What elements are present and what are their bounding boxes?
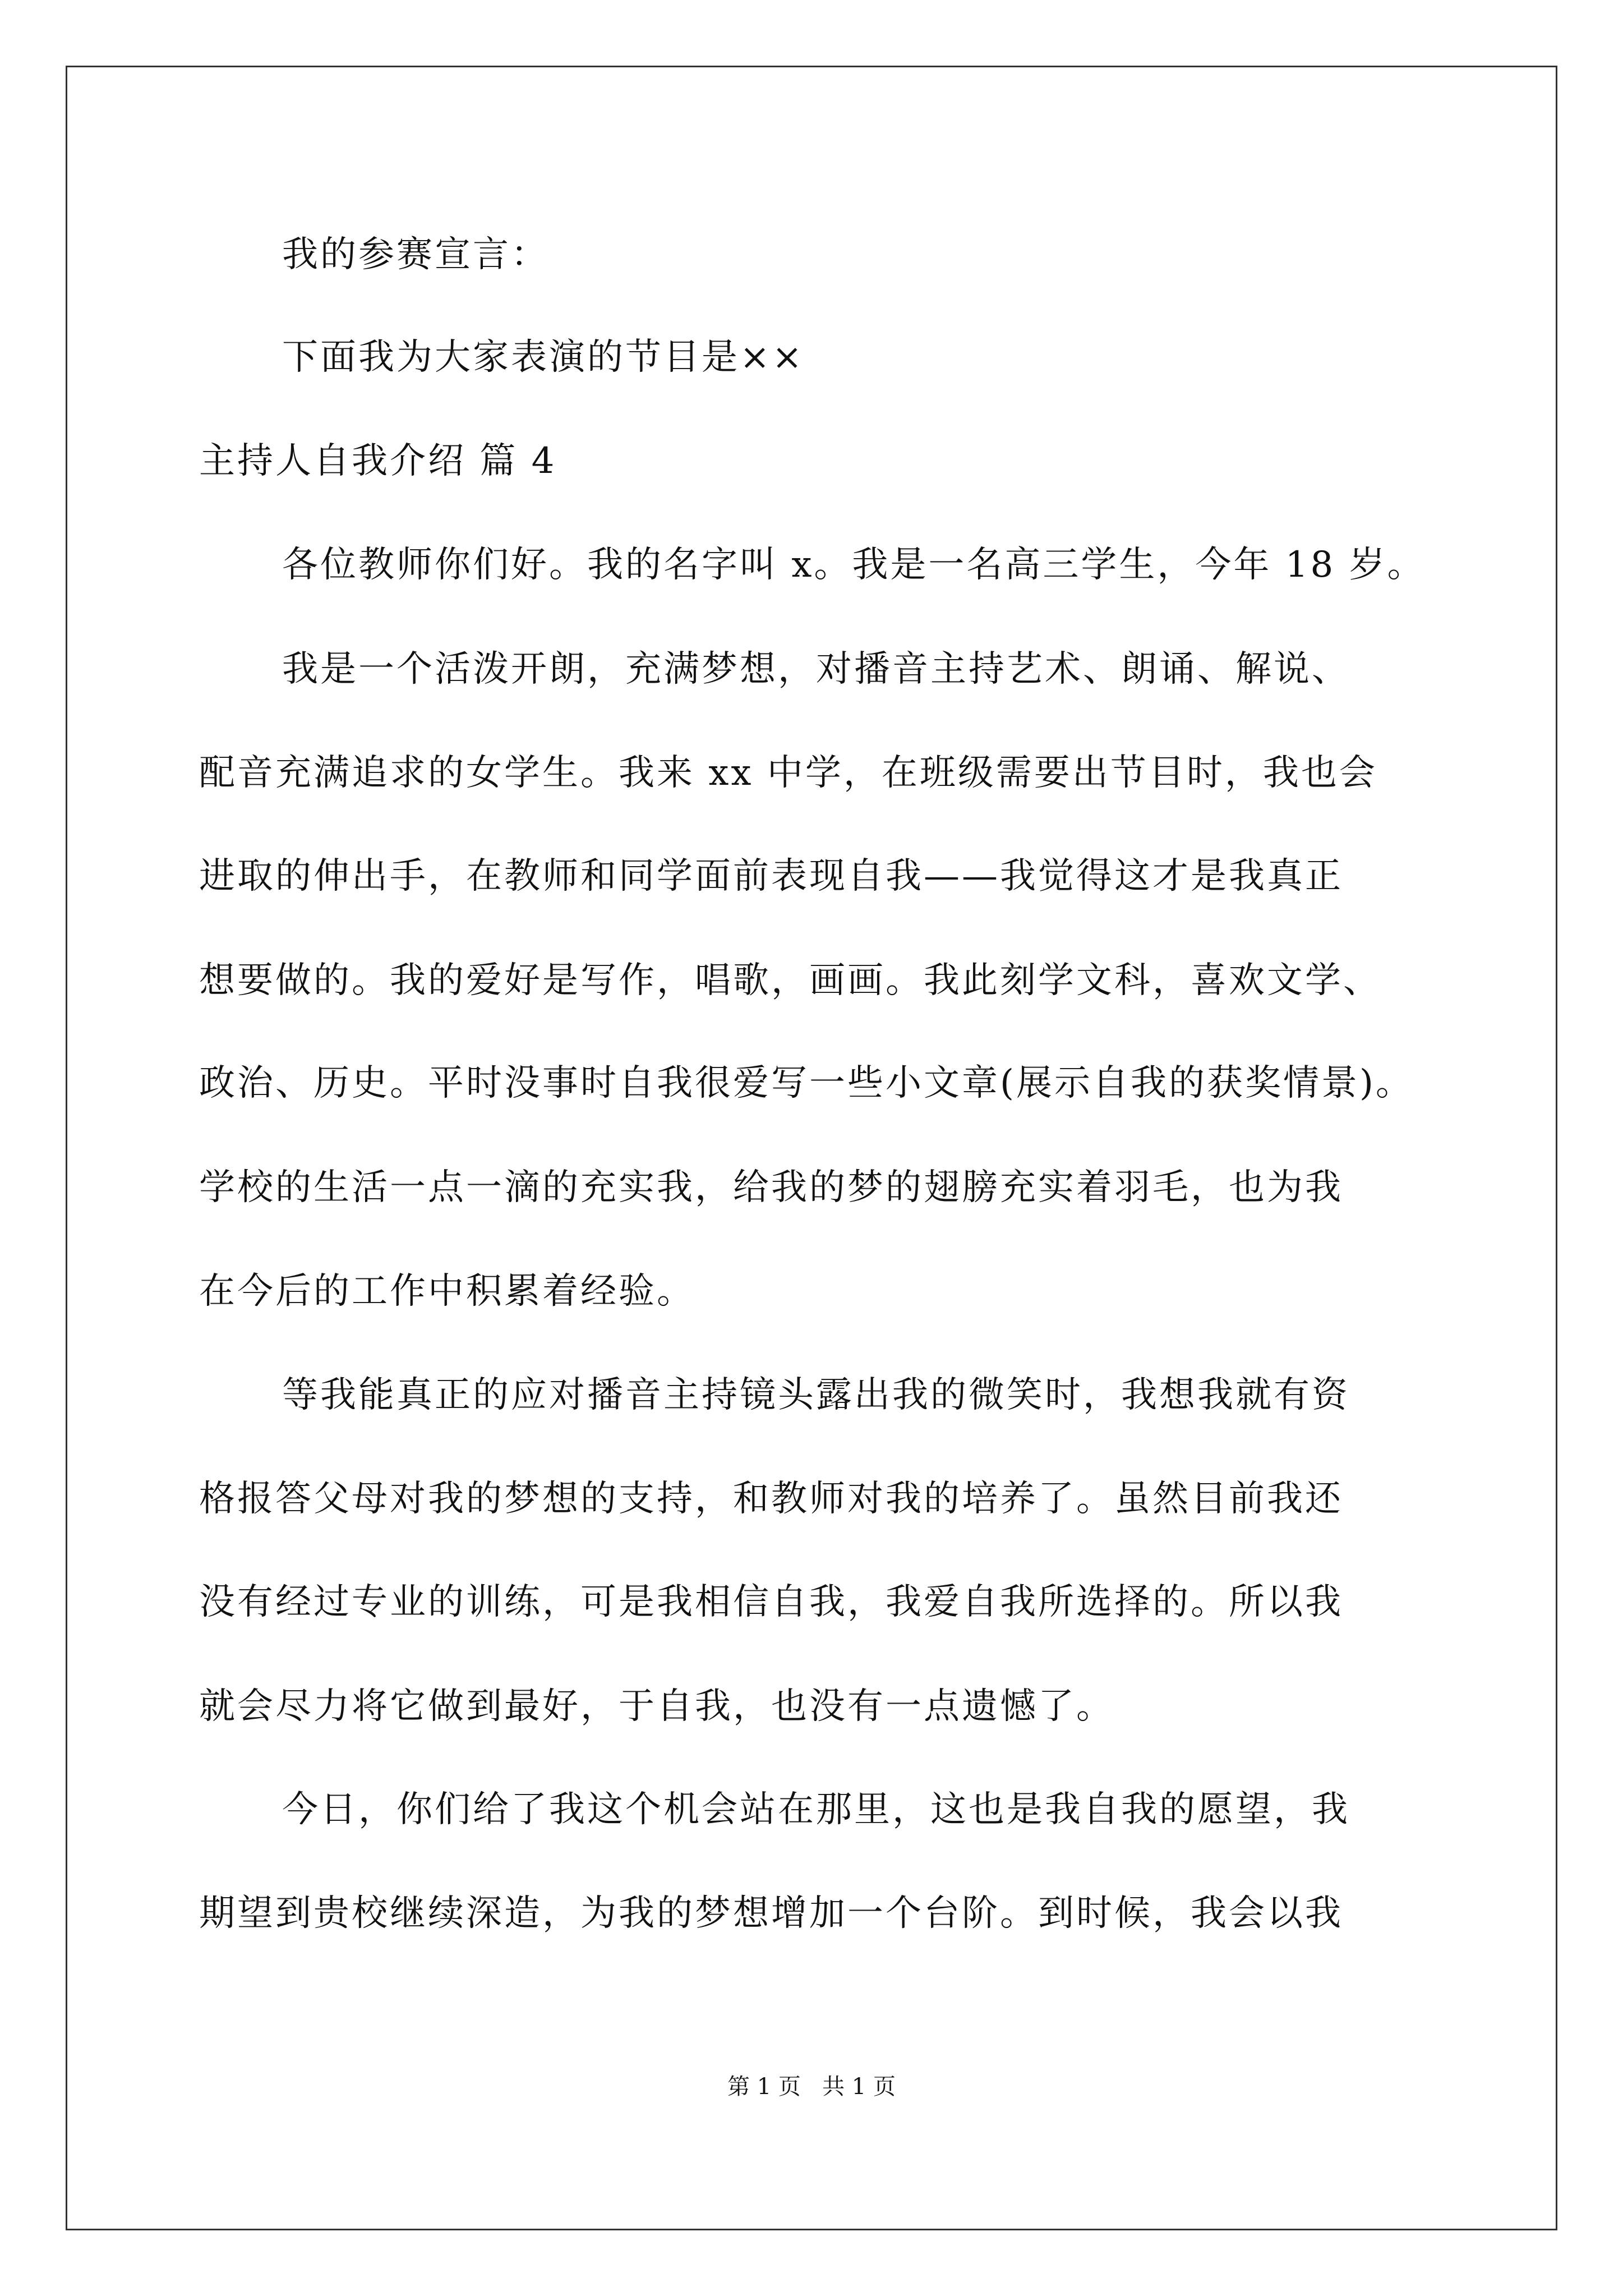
paragraph-line: 学校的生活一点一滴的充实我，给我的梦的翅膀充实着羽毛，也为我 <box>199 1167 1343 1208</box>
paragraph-line: 我的参赛宣言： <box>282 234 549 275</box>
paragraph-line: 期望到贵校继续深造，为我的梦想增加一个台阶。到时候，我会以我 <box>199 1893 1343 1934</box>
paragraph-line: 在今后的工作中积累着经验。 <box>199 1271 695 1312</box>
paragraph-line: 配音充满追求的女学生。我来 xx 中学，在班级需要出节目时，我也会 <box>199 752 1377 794</box>
paragraph-line: 等我能真正的应对播音主持镜头露出我的微笑时，我想我就有资 <box>282 1374 1350 1416</box>
paragraph-line: 就会尽力将它做到最好，于自我，也没有一点遗憾了。 <box>199 1686 1114 1727</box>
paragraph-line: 我是一个活泼开朗，充满梦想，对播音主持艺术、朗诵、解说、 <box>282 648 1350 690</box>
paragraph-line: 想要做的。我的爱好是写作，唱歌，画画。我此刻学文科，喜欢文学、 <box>199 960 1381 1001</box>
paragraph-line: 政治、历史。平时没事时自我很爱写一些小文章(展示自我的获奖情景)。 <box>199 1062 1414 1104</box>
page-footer: 第 1 页 共 1 页 <box>727 2074 896 2100</box>
section-heading: 主持人自我介绍 篇 4 <box>199 440 557 482</box>
paragraph-line: 进取的伸出手，在教师和同学面前表现自我——我觉得这才是我真正 <box>199 855 1343 897</box>
paragraph-line: 各位教师你们好。我的名字叫 x。我是一名高三学生，今年 18 岁。 <box>282 544 1426 586</box>
paragraph-line: 格报答父母对我的梦想的支持，和教师对我的培养了。虽然目前我还 <box>199 1478 1343 1520</box>
paragraph-line: 今日，你们给了我这个机会站在那里，这也是我自我的愿望，我 <box>282 1789 1350 1830</box>
paragraph-line: 下面我为大家表演的节目是×× <box>282 337 805 378</box>
paragraph-line: 没有经过专业的训练，可是我相信自我，我爱自我所选择的。所以我 <box>199 1581 1343 1623</box>
